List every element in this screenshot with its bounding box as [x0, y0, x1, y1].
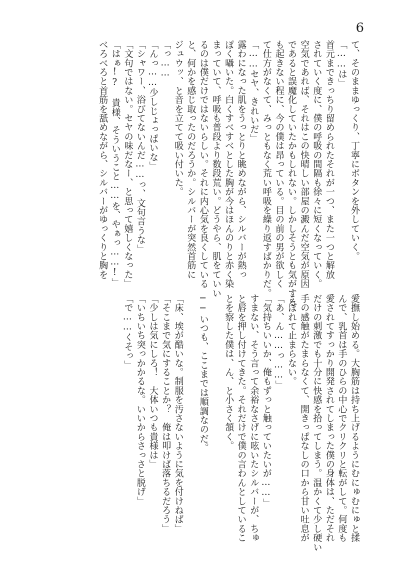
- text-column: 愛撫し始める。大胸筋は持ち上げるようにむにゅむにゅと揉: [349, 294, 359, 543]
- lower-text-block: [121, 294, 360, 552]
- text-column: 「はぁ!? 貴様、そういうこと……を、やぁっ……!」: [109, 40, 120, 288]
- text-column: 「床、埃が酷いな。制服を汚さないように気を付けねば」: [172, 294, 183, 534]
- text-column: 手の感触がたまらなくて、開きっぱなしの口から甘い吐息が: [298, 294, 309, 543]
- text-column: べろべろと首筋を舐めながら、シルバーがゆっくりと胸を: [97, 40, 108, 280]
- text-column: [209, 294, 222, 520]
- text-column: 「っ……: [160, 40, 171, 79]
- text-column: 「あ、ん……っ……」: [273, 294, 284, 390]
- text-column: 「いちいち突っかかるな。いいからさっさと脱げ」: [134, 294, 145, 506]
- text-column: 「んっ……少しじょっぱいな」: [147, 40, 158, 171]
- text-column: て、そのままゆっくり、丁寧にボタンを外していく。: [349, 40, 359, 261]
- text-column: 「で……くそっ」: [122, 294, 133, 370]
- text-column: とを察した僕は、ん、と小さく頷く。: [223, 294, 234, 451]
- text-column: と、何かを感じ取ったのだろうか。シルバーが突然首筋に: [185, 40, 196, 280]
- text-column: 「気持ちいいか、俺もずっと触っていたいが……」: [260, 294, 271, 508]
- text-column: [184, 294, 197, 520]
- text-column: であると誤魔化していたかもしれない。しかしそうとも気がする: [286, 40, 297, 307]
- text-column: ジュウッ、と音を立てて吸い付いた。: [172, 40, 183, 197]
- text-column: 「文句ではない。セヤの味だなー、と思って嬉しくなった」: [122, 40, 133, 289]
- text-column: ぽく囁いた。白くすべすべとした胸が今はほんのりと赤く染: [223, 40, 234, 289]
- text-column: 「……は」: [336, 40, 347, 88]
- text-column: まっていて、呼吸も普段より数段荒い。どうやら、肌をていい: [210, 40, 221, 298]
- text-column: 「そこまで気にすることか？ 俺は叩けば落ちるだろう」: [160, 294, 171, 534]
- text-column: 「少しは気にしろ！ 大体いつも貴様は」: [147, 294, 158, 469]
- text-column: 空気であれば、それはこの快晴しい部屋の澱んだ空気が原因: [298, 40, 309, 289]
- text-column: 露わになった肌をうっとりと眺めながら、シルバーが熱っ: [235, 40, 246, 280]
- text-column: 首元まできっちり留められたそれが一つ、また一つと解放: [323, 40, 334, 280]
- upper-text-block: [96, 40, 360, 307]
- text-column: だけの刺激でも十分に快感を拾ってしまう。温かくて少し硬い: [311, 294, 322, 552]
- text-column: も起きない程に、今の僕は昂っている。目の前の男が欲しく: [273, 40, 284, 289]
- text-column: されていく度に、僕の呼吸の間隔も徐々に短くなっていく。: [311, 40, 322, 289]
- text-column: て仕方がなくて、みっともなく荒い呼吸を繰り返すばかりだ。: [260, 40, 271, 298]
- text-column: るのは僕だけではないらしい。それに内心気を良くしている: [197, 40, 208, 289]
- page-number: 6: [355, 21, 364, 36]
- text-column: んで、乳首は手のひらの中心でクリクリと転がして。何度も: [336, 294, 347, 543]
- text-column: こぼれて止まらない。: [286, 294, 297, 386]
- text-column: と唇を押し付けてきた。それだけで僕の言わんとしているこ: [235, 294, 246, 543]
- text-column: ──いつも、ここまでは順調なのだ。: [197, 294, 208, 453]
- text-column: 「……セヤ、きれいだ」: [248, 40, 259, 144]
- text-column: 愛されてすっかり開発されてしまった僕の身体は、ただそれ: [323, 294, 334, 543]
- text-column: すまない、そう言って余裕なさげに呟いたシルバーが、ちゅ: [248, 294, 259, 543]
- text-column: 「シャワー、浴びてないんだ……っ、文句言うな」: [134, 40, 145, 254]
